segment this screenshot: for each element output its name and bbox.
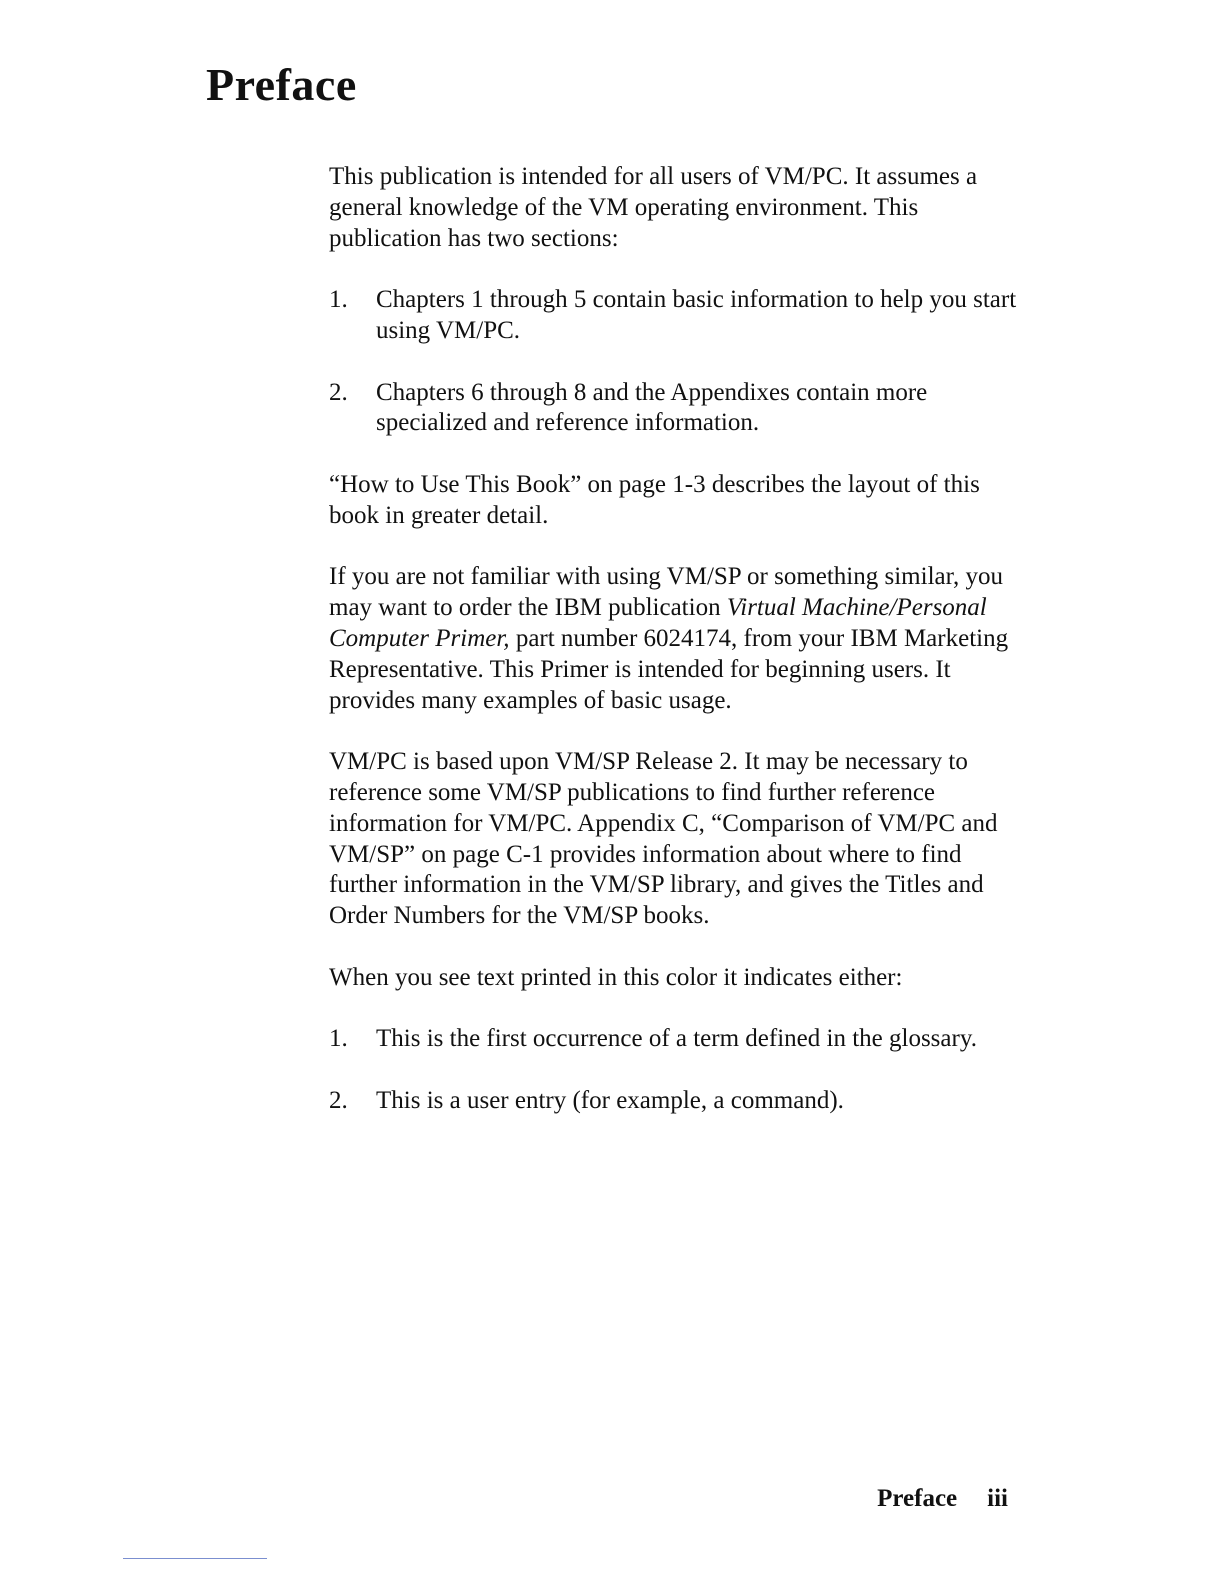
list-item-text: This is the first occurrence of a term defined in the glossary. <box>376 1025 977 1053</box>
list-item <box>329 378 1029 440</box>
primer-text-before: If you are not familiar with using VM/SP or something similar, you may want to order the IBM publication <box>329 563 1003 622</box>
body-text <box>329 162 1029 1148</box>
page-title: Preface <box>206 59 357 110</box>
list-number: 1. <box>329 286 348 314</box>
vmsp-paragraph: VM/PC is based upon VM/SP Release 2. It may be necessary to reference some VM/SP publications to find further reference information for VM/PC. Appendix C, “Comparison of VM/PC and VM/SP” on page C-1 provides information about where to find further information in the VM/SP library, and gives the Titles and Order Numbers for the VM/SP books. <box>329 748 998 930</box>
list-number: 2. <box>329 378 348 406</box>
color-note-paragraph: When you see text printed in this color it indicates either: <box>329 963 903 991</box>
list-item <box>329 1086 1029 1117</box>
sections-list <box>329 285 1029 439</box>
page-number: iii <box>987 1485 1008 1512</box>
how-to-use-paragraph: “How to Use This Book” on page 1-3 describes the layout of this book in greater detail. <box>329 470 980 529</box>
primer-paragraph <box>329 562 1029 716</box>
primer-book-title: Virtual Machine/Personal Computer Primer, <box>329 594 987 652</box>
footer-label: Preface <box>877 1485 958 1512</box>
primer-text-after: part number 6024174, from your IBM Marketing Representative. This Primer is intended for beginning users. It provides many examples of basic usage. <box>329 624 1009 714</box>
page-footer <box>877 1486 1008 1511</box>
list-item <box>329 1024 1029 1055</box>
list-number: 1. <box>329 1025 348 1053</box>
intro-paragraph: This publication is intended for all users of VM/PC. It assumes a general knowledge of the VM operating environment. This publication has two sections: <box>329 163 978 252</box>
list-item-text: Chapters 1 through 5 contain basic information to help you start using VM/PC. <box>376 286 1017 344</box>
list-number: 2. <box>329 1086 348 1114</box>
list-item-text: This is a user entry (for example, a command). <box>376 1086 844 1114</box>
list-item <box>329 285 1029 347</box>
list-item-text: Chapters 6 through 8 and the Appendixes contain more specialized and reference information. <box>376 378 928 437</box>
edge-rule <box>123 1558 267 1559</box>
color-items-list <box>329 1024 1029 1116</box>
